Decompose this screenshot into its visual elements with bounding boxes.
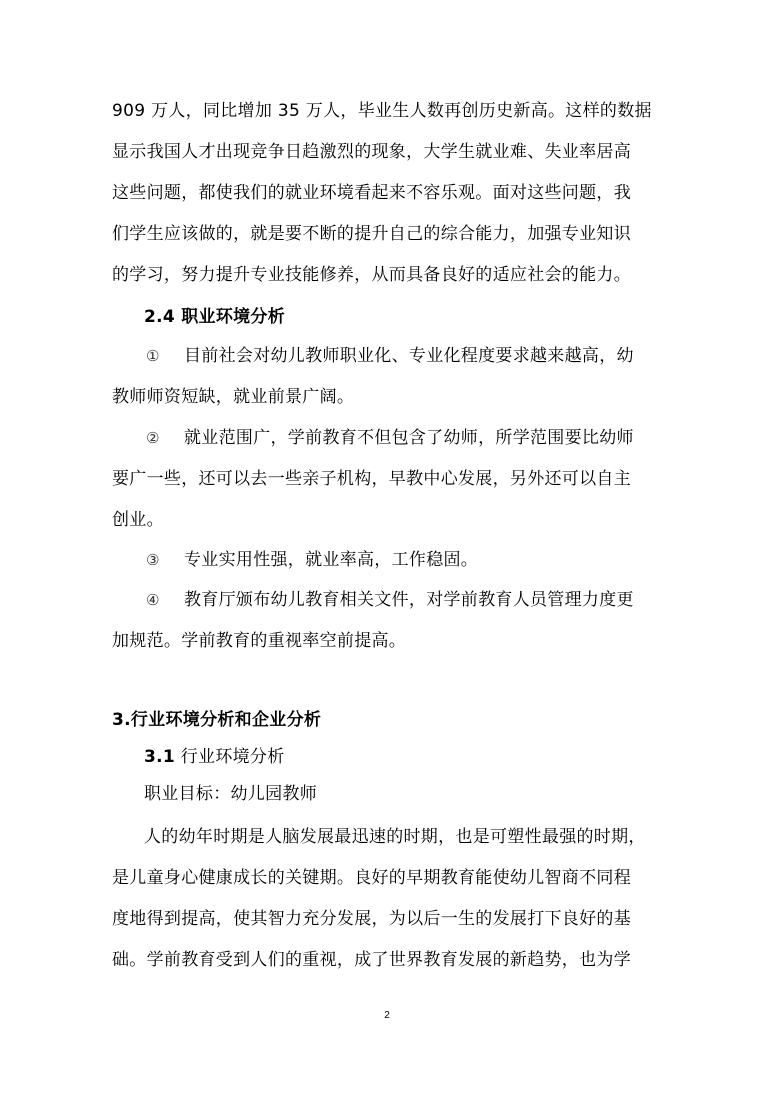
list-marker: ② [146,429,160,447]
career-goal: 职业目标：幼儿园教师 [144,784,317,804]
list-item [146,589,634,611]
paragraph-line: 显示我国人才出现竞争日趋激烈的现象，大学生就业难、失业率居高 [112,142,631,162]
list-item-continuation: 教师师资短缺，就业前景广阔。 [112,387,355,407]
list-item-continuation: 创业。 [112,510,164,530]
section-number: 3.1 [144,747,176,767]
list-marker: ③ [146,551,160,569]
paragraph-line: 是儿童身心健康成长的关键期。良好的早期教育能使幼儿智商不同程 [112,868,631,888]
list-item-text: 专业实用性强，就业率高，工作稳固。 [184,550,479,570]
list-marker: ④ [146,591,160,609]
section-heading-3-1 [144,746,285,768]
paragraph-line: 这些问题，都使我们的就业环境看起来不容乐观。面对这些问题，我 [112,183,631,203]
list-item-text: 就业范围广，学前教育不但包含了幼师，所学范围要比幼师 [184,428,634,448]
page-number: 2 [384,1010,390,1021]
paragraph-line: 们学生应该做的，就是要不断的提升自己的综合能力，加强专业知识 [112,224,631,244]
list-item [146,427,634,449]
paragraph-line: 度地得到提高，使其智力充分发展，为以后一生的发展打下良好的基 [112,909,631,929]
paragraph-line: 的学习，努力提升专业技能修养，从而具备良好的适应社会的能力。 [112,265,631,285]
paragraph-line: 人的幼年时期是人脑发展最迅速的时期，也是可塑性最强的时期， [144,827,646,847]
section-heading-3: 3.行业环境分析和企业分析 [112,710,322,730]
list-item-text: 目前社会对幼儿教师职业化、专业化程度要求越来越高，幼 [184,346,634,366]
paragraph-line: 础。学前教育受到人们的重视，成了世界教育发展的新趋势，也为学 [112,950,631,970]
list-marker: ① [146,347,160,365]
section-heading-2-4: 2.4 职业环境分析 [144,307,286,327]
section-title: 行业环境分析 [180,747,285,767]
list-item [146,345,634,367]
list-item-text: 教育厅颁布幼儿教育相关文件，对学前教育人员管理力度更 [184,590,634,610]
list-item-continuation: 加规范。学前教育的重视率空前提高。 [112,631,407,651]
paragraph-line: 909 万人，同比增加 35 万人，毕业生人数再创历史新高。这样的数据 [112,101,652,121]
list-item-continuation: 要广一些，还可以去一些亲子机构，早教中心发展，另外还可以自主 [112,469,631,489]
list-item [146,549,478,571]
